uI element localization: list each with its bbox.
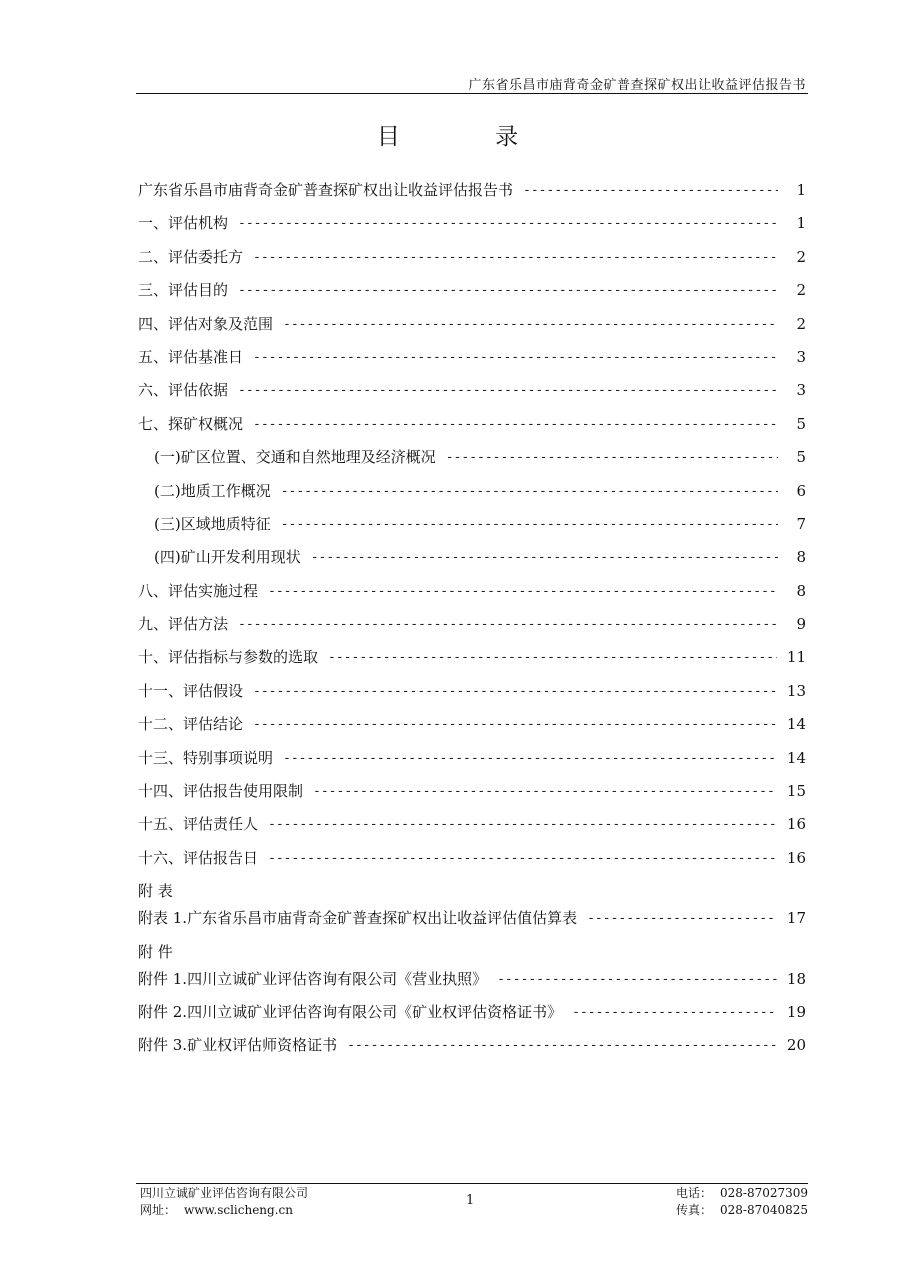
toc-dot-leader (523, 183, 778, 198)
toc-entry[interactable] (138, 313, 806, 346)
toc-entry-label: 九、评估方法 (138, 615, 229, 634)
toc-dot-leader (253, 350, 778, 365)
toc-entry-page: 18 (786, 969, 806, 988)
toc-dot-leader (313, 784, 777, 799)
toc-dot-leader (253, 417, 778, 432)
toc-dot-leader (268, 817, 777, 832)
toc-main-list (138, 179, 806, 880)
appendix-tables-heading: 附 表 (138, 882, 173, 901)
footer-company: 四川立诚矿业评估咨询有限公司 (140, 1186, 309, 1200)
toc-entry-page: 1 (796, 181, 806, 199)
toc-dot-leader (238, 617, 778, 632)
toc-entry-label: 五、评估基准日 (138, 347, 244, 366)
toc-entry-page: 13 (786, 681, 806, 700)
toc-entry[interactable] (138, 907, 806, 940)
footer-divider (136, 1183, 808, 1184)
toc-dot-leader (238, 383, 778, 398)
toc-dot-leader (328, 650, 777, 665)
toc-dot-leader (283, 751, 777, 766)
toc-entry[interactable] (138, 480, 806, 513)
toc-entry[interactable] (138, 580, 806, 613)
toc-dot-leader (281, 484, 778, 499)
toc-entry-page: 3 (796, 381, 806, 400)
toc-entry-label: 八、评估实施过程 (138, 581, 259, 600)
toc-entry[interactable] (138, 546, 806, 579)
toc-entry-page: 2 (796, 247, 806, 266)
attachments-heading: 附 件 (138, 942, 173, 961)
toc-dot-leader (238, 283, 778, 298)
footer-page-number: 1 (466, 1193, 475, 1208)
toc-entry-label: 十六、评估报告日 (138, 848, 259, 867)
toc-entry-page: 20 (786, 1036, 806, 1055)
toc-entry-page: 5 (796, 448, 806, 467)
toc-dot-leader (497, 972, 777, 987)
footer-fax-label: 传真： (676, 1203, 713, 1217)
footer-phone-label: 电话： (676, 1186, 713, 1200)
toc-dot-leader (268, 584, 778, 599)
toc-entry-label: (一)矿区位置、交通和自然地理及经济概况 (154, 448, 436, 467)
toc-entry[interactable] (138, 713, 806, 746)
toc-entry-label: 六、评估依据 (138, 381, 229, 400)
toc-dot-leader (587, 911, 777, 926)
running-header: 广东省乐昌市庙背奇金矿普查探矿权出让收益评估报告书 (468, 78, 806, 93)
toc-entry-label: 附件 2.四川立诚矿业评估咨询有限公司《矿业权评估资格证书》 (138, 1002, 563, 1021)
footer-phone: 028-87027309 (720, 1186, 809, 1200)
toc-entry-page: 8 (796, 581, 806, 600)
toc-entry-label: (二)地质工作概况 (154, 481, 271, 500)
toc-entry-label: 二、评估委托方 (138, 247, 244, 266)
toc-entry-label: 一、评估机构 (138, 214, 229, 233)
toc-entry[interactable] (138, 413, 806, 446)
toc-entry[interactable] (138, 613, 806, 646)
toc-entry-label: (四)矿山开发利用现状 (154, 548, 301, 567)
toc-entry-page: 17 (786, 909, 806, 928)
toc-entry[interactable] (138, 346, 806, 379)
toc-entry-label: 十四、评估报告使用限制 (138, 782, 304, 801)
toc-entry-page: 2 (796, 281, 806, 300)
toc-entry-label: 十一、评估假设 (138, 681, 244, 700)
toc-entry[interactable] (138, 813, 806, 846)
toc-dot-leader (253, 717, 777, 732)
table-of-contents (138, 179, 806, 1068)
toc-dot-leader (446, 450, 778, 465)
toc-entry-label: 广东省乐昌市庙背奇金矿普查探矿权出让收益评估报告书 (138, 181, 514, 199)
toc-entry-label: 七、探矿权概况 (138, 414, 244, 433)
toc-entry-page: 7 (796, 514, 806, 533)
toc-entry[interactable] (138, 212, 806, 245)
toc-entry-page: 6 (796, 481, 806, 500)
appendix-tables-list (138, 907, 806, 940)
toc-entry-label: 十二、评估结论 (138, 715, 244, 734)
footer-website-label: 网址： (140, 1203, 177, 1217)
toc-dot-leader (268, 851, 777, 866)
toc-entry[interactable] (138, 747, 806, 780)
toc-entry-page: 14 (786, 715, 806, 734)
toc-entry-label: 三、评估目的 (138, 281, 229, 300)
toc-entry-label: (三)区域地质特征 (154, 514, 271, 533)
toc-entry[interactable] (138, 680, 806, 713)
toc-dot-leader (311, 550, 778, 565)
toc-entry-page: 16 (786, 848, 806, 867)
toc-entry[interactable] (138, 246, 806, 279)
toc-entry[interactable] (138, 968, 806, 1001)
toc-dot-leader (253, 250, 778, 265)
toc-dot-leader (347, 1038, 777, 1053)
toc-entry[interactable] (138, 646, 806, 679)
toc-entry[interactable] (138, 513, 806, 546)
toc-entry-page: 19 (786, 1002, 806, 1021)
footer-contact-block (676, 1185, 808, 1219)
toc-entry[interactable] (138, 179, 806, 212)
toc-entry-page: 3 (796, 347, 806, 366)
toc-entry-label: 附件 1.四川立诚矿业评估咨询有限公司《营业执照》 (138, 969, 488, 988)
toc-entry-page: 1 (796, 214, 806, 233)
footer-company-block (140, 1185, 308, 1219)
toc-entry-label: 十五、评估责任人 (138, 815, 259, 834)
toc-dot-leader (283, 317, 778, 332)
toc-entry-page: 15 (786, 782, 806, 801)
toc-entry-page: 14 (786, 748, 806, 767)
footer-fax: 028-87040825 (720, 1203, 809, 1217)
toc-entry-label: 十三、特别事项说明 (138, 748, 274, 767)
toc-entry-page: 8 (796, 548, 806, 567)
footer-website: www.sclicheng.cn (184, 1203, 293, 1217)
page-title: 目 录 (376, 124, 563, 150)
toc-entry-label: 四、评估对象及范围 (138, 314, 274, 333)
toc-entry-page: 5 (796, 414, 806, 433)
toc-entry[interactable] (138, 780, 806, 813)
toc-entry[interactable] (138, 379, 806, 412)
toc-entry-page: 9 (796, 615, 806, 634)
toc-entry-label: 附表 1.广东省乐昌市庙背奇金矿普查探矿权出让收益评估值估算表 (138, 909, 578, 928)
toc-entry[interactable] (138, 1034, 806, 1067)
toc-entry-page: 11 (786, 648, 806, 667)
toc-entry-label: 附件 3.矿业权评估师资格证书 (138, 1036, 338, 1055)
toc-dot-leader (281, 517, 778, 532)
attachments-list (138, 968, 806, 1068)
toc-dot-leader (253, 684, 777, 699)
toc-entry-page: 16 (786, 815, 806, 834)
toc-entry-page: 2 (796, 314, 806, 333)
toc-entry[interactable] (138, 446, 806, 479)
toc-entry-label: 十、评估指标与参数的选取 (138, 648, 319, 667)
toc-entry[interactable] (138, 279, 806, 312)
toc-dot-leader (238, 216, 778, 231)
toc-entry[interactable] (138, 847, 806, 880)
header-divider (136, 93, 808, 94)
toc-entry[interactable] (138, 1001, 806, 1034)
toc-dot-leader (572, 1005, 777, 1020)
